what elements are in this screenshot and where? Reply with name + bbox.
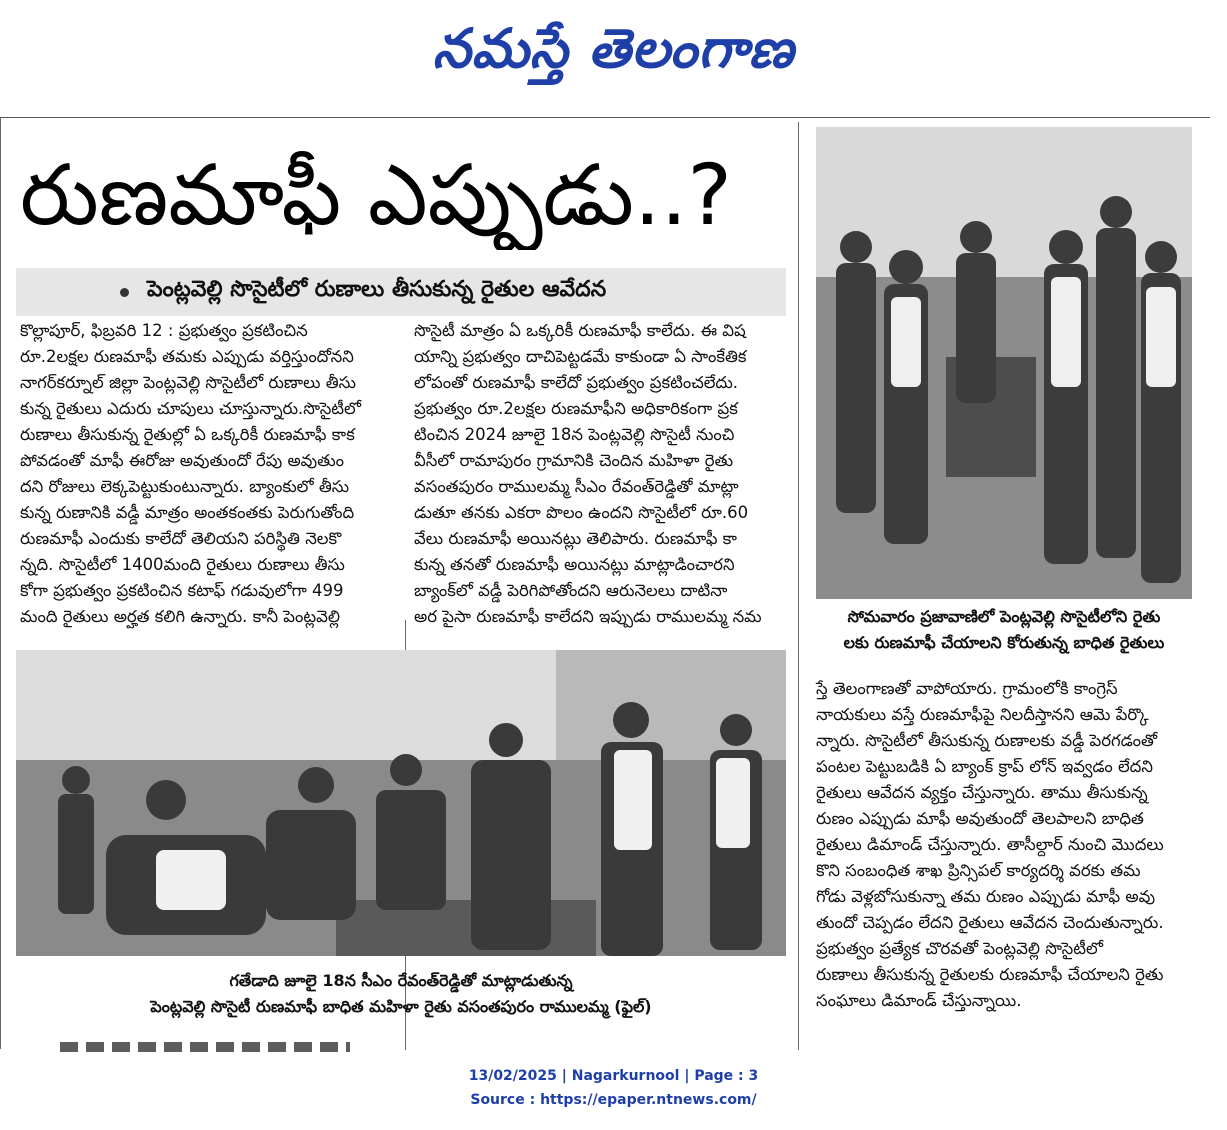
text-line: రైతులు డిమాండ్ చేస్తున్నారు. తాసీల్దార్ నుంచి మొదలు bbox=[816, 835, 1164, 854]
text-line: తుందో చెప్పడం లేదని రైతులు ఆవేదన చెందుతున్నారు. bbox=[816, 913, 1164, 932]
caption-top-photo bbox=[806, 604, 1202, 656]
photo-illustration bbox=[816, 127, 1192, 599]
text-line: న్నారు. సొసైటీలో తీసుకున్న రుణాలకు వడ్డీ పెరగడంతో bbox=[816, 731, 1158, 750]
bullet-icon bbox=[120, 288, 129, 297]
text-line: రుణం ఎప్పుడు మాఫీ అవుతుందో తెలపాలని బాధిత bbox=[816, 809, 1144, 828]
text-line: రైతులు ఆవేదన వ్యక్తం చేస్తున్నారు. తాము తీసుకున్న bbox=[816, 783, 1148, 802]
caption-bottom-photo bbox=[16, 968, 786, 1020]
text-line: డుతూ తనకు ఎకరా పొలం ఉందని సొసైటీలో రూ.60 bbox=[414, 503, 749, 522]
text-line: బ్యాంక్‌లో వడ్డీ పెరిగిపోతోందని ఆరునెలలు దాటినా bbox=[414, 581, 728, 600]
text-line: అర పైసా రుణమాఫీ కాలేదని ఇప్పుడు రాములమ్మ నమ bbox=[414, 607, 762, 626]
text-line: లోపంతో రుణమాఫీ కాలేదో ప్రభుత్వం ప్రకటించలేదు. bbox=[414, 373, 739, 392]
text-line: గోడు వెళ్లబోసుకున్నా తమ రుణం ఎప్పుడు మాఫీ అవు bbox=[816, 887, 1156, 906]
page-border-left bbox=[0, 117, 1, 1049]
text-line: కున్న రుణానికి వడ్డీ మాత్రం అంతకంతకు పెరుగుతోంది bbox=[20, 503, 355, 522]
text-line: రుణమాఫీ ఎందుకు కాలేదో తెలియని పరిస్థితి నెలకొ bbox=[20, 529, 342, 548]
text-line: టించిన 2024 జూలై 18న పెంట్లవెల్లి సొసైటీ నుంచి bbox=[414, 425, 735, 444]
text-line: సొసైటీ మాత్రం ఏ ఒక్కరికీ రుణమాఫీ కాలేదు. ఈ విష bbox=[414, 321, 746, 340]
text-line: వీసీలో రామాపురం గ్రామానికి చెందిన మహిళా రైతు bbox=[414, 451, 734, 470]
text-line: మంది రైతులు అర్హత కలిగి ఉన్నారు. కానీ పెంట్లవెల్లి bbox=[20, 607, 340, 626]
text-line: కున్న రైతులు ఎదురు చూపులు చూస్తున్నారు.సొసైటీలో bbox=[20, 399, 361, 418]
photo-illustration bbox=[16, 650, 786, 956]
article-column-left bbox=[20, 318, 396, 630]
headline: రుణమాఫీ ఎప్పుడు..? bbox=[20, 146, 732, 244]
text-line: నాగర్‌కర్నూల్ జిల్లా పెంట్లవెల్లి సొసైటీలో రుణాలు తీసు bbox=[20, 373, 356, 392]
text-line: దని రోజులు లెక్కపెట్టుకుంటున్నారు. బ్యాంకులో తీసు bbox=[20, 477, 350, 496]
text-line: సంఘాలు డిమాండ్ చేస్తున్నాయి. bbox=[816, 991, 1022, 1010]
caption-line: సోమవారం ప్రజావాణిలో పెంట్లవెల్లి సొసైటీలోని రైతు bbox=[847, 607, 1161, 626]
text-line: పంటల పెట్టుబడికి ఏ బ్యాంక్ క్రాప్ లోన్ ఇవ్వడం లేదని bbox=[816, 757, 1153, 776]
text-line: వేలు రుణమాఫీ అయినట్లు తెలిపారు. రుణమాఫీ కా bbox=[414, 529, 737, 548]
subheadline-bar bbox=[16, 268, 786, 316]
subheadline: పెంట్లవెల్లి సొసైటీలో రుణాలు తీసుకున్న రైతుల ఆవేదన bbox=[147, 277, 607, 302]
text-line: కొని సంబంధిత శాఖ ప్రిన్సిపల్ కార్యదర్శి వరకు తమ bbox=[816, 861, 1141, 880]
column-divider-right bbox=[798, 122, 799, 1050]
caption-line: లకు రుణమాఫీ చేయాలని కోరుతున్న బాధిత రైతులు bbox=[843, 633, 1165, 652]
caption-line: పెంట్లవెల్లి సొసైటీ రుణమాఫీ బాధిత మహిళా రైతు వసంతపురం రాములమ్మ (ఫైల్) bbox=[150, 997, 652, 1016]
text-line: వసంతపురం రాములమ్మ సీఎం రేవంత్‌రెడ్డితో మాట్లా bbox=[414, 477, 739, 496]
text-line: కున్న తనతో రుణమాఫీ అయినట్లు మాట్లాడించారని bbox=[414, 555, 735, 574]
text-line: ప్రభుత్వం ప్రత్యేక చొరవతో పెంట్లవెల్లి సొసైటీలో bbox=[816, 939, 1103, 958]
text-line: స్తే తెలంగాణతో వాపోయారు. గ్రామంలోకి కాంగ్రెస్ bbox=[816, 679, 1118, 698]
masthead-title: నమస్తే తెలంగాణ bbox=[432, 16, 795, 80]
article-column-right bbox=[816, 676, 1194, 1014]
next-article-stub bbox=[60, 1042, 350, 1052]
text-line: కొల్లాపూర్, ఫిబ్రవరి 12 : ప్రభుత్వం ప్రకటించిన bbox=[20, 321, 308, 340]
text-line: నాయకులు వస్తే రుణమాఫీపై నిలదీస్తానని ఆమె పేర్కొ bbox=[816, 705, 1149, 724]
text-line: రుణాలు తీసుకున్న రైతుల్లో ఏ ఒక్కరికీ రుణమాఫీ కాక bbox=[20, 425, 355, 444]
photo-ramulamma-vc bbox=[16, 650, 786, 956]
footer-date-edition: 13/02/2025 | Nagarkurnool | Page : 3 bbox=[468, 1068, 759, 1084]
text-line: కోగా ప్రభుత్వం ప్రకటించిన కటాఫ్ గడువులోగా 499 bbox=[20, 581, 344, 600]
text-line: యాన్ని ప్రభుత్వం దాచిపెట్టడమే కాకుండా ఏ సాంకేతిక bbox=[414, 347, 747, 366]
text-line: పోవడంతో మాఫీ ఈరోజు అవుతుందో రేపు అవుతుం bbox=[20, 451, 345, 470]
footer-source: Source : https://epaper.ntnews.com/ bbox=[470, 1092, 757, 1108]
text-line: రుణాలు తీసుకున్న రైతులకు రుణమాఫీ చేయాలని రైతు bbox=[816, 965, 1164, 984]
caption-line: గతేడాది జూలై 18న సీఎం రేవంత్‌రెడ్డితో మాట్లాడుతున్న bbox=[229, 971, 573, 990]
text-line: ప్రభుత్వం రూ.2లక్షల రుణమాఫీని అధికారికంగా ప్రక bbox=[414, 399, 738, 418]
masthead bbox=[0, 0, 1227, 110]
article-column-middle bbox=[414, 318, 790, 630]
text-line: రూ.2లక్షల రుణమాఫీ తమకు ఎప్పుడు వర్తిస్తుందోనని bbox=[20, 347, 354, 366]
photo-farmers-prajavani bbox=[816, 127, 1192, 599]
text-line: న్నది. సొసైటీలో 1400మంది రైతులు రుణాలు తీసు bbox=[20, 555, 345, 574]
